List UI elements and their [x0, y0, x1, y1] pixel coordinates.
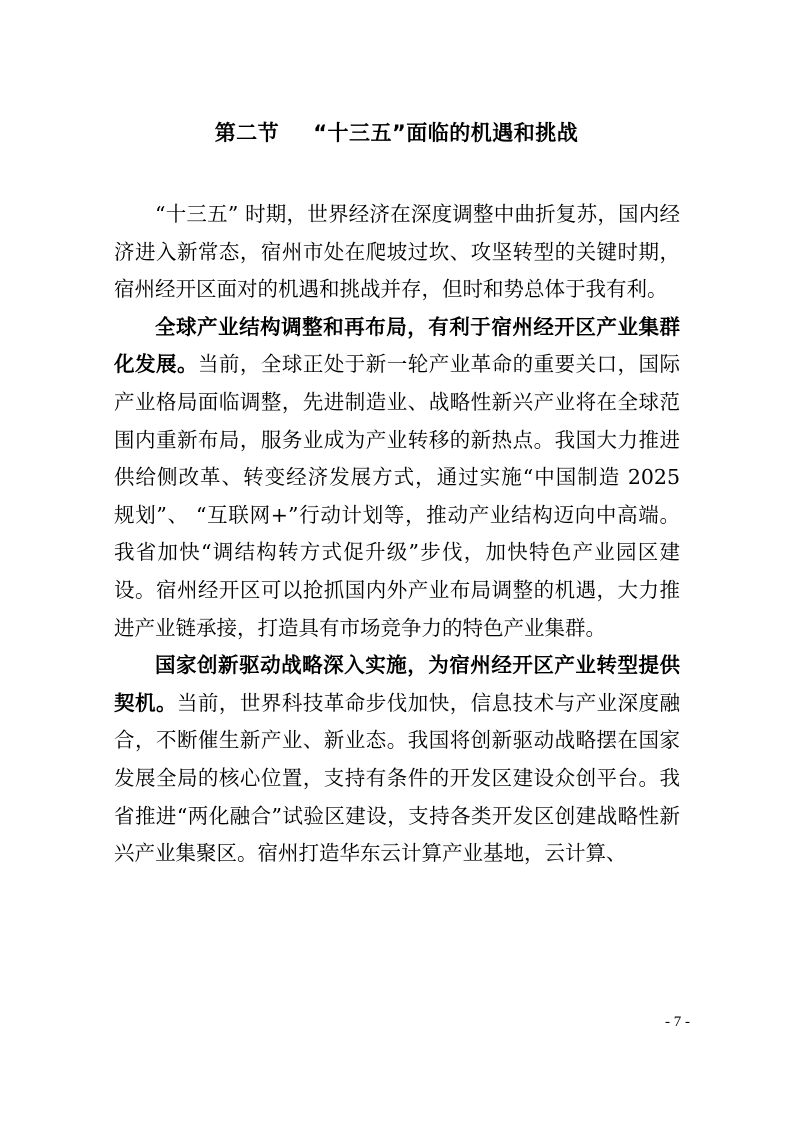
paragraph-intro — [114, 196, 680, 309]
paragraph-industry — [114, 309, 680, 647]
paragraph-text: 当前，全球正处于新一轮产业革命的重要关口，国际产业格局面临调整，先进制造业、战略性新兴产业将在全球范围内重新布局，服务业成为产业转移的新热点。我国大力推进供给侧改革、转变经济发展方式，通过实施“中国制造 2025 规划”、 “互联网+”行动计划等，推动产业结构迈向中高端。我省加快“调结构转方式促升级”步伐，加快特色产业园区建设。宿州经开区可以抢抓国内外产业布局调整的机遇，大力推进产业链承接，打造具有市场竞争力的特色产业集群。 — [114, 352, 681, 640]
paragraph-innovation — [114, 647, 680, 873]
page-number: - 7 - — [665, 1014, 690, 1030]
paragraph-lead: 国家创新驱动战略深入实施，为宿州经开区产业转型提供契机。 — [114, 653, 680, 715]
section-heading — [0, 118, 793, 148]
section-title: “十三五”面临的机遇和挑战 — [313, 121, 579, 145]
paragraph-lead: 全球产业结构调整和再布局，有利于宿州经开区产业集群化发展。 — [114, 314, 680, 377]
body-text — [114, 196, 680, 873]
section-number: 第二节 — [214, 121, 280, 145]
paragraph-text: “十三五” 时期，世界经济在深度调整中曲折复苏，国内经济进入新常态，宿州市处在爬坡过坎、攻坚转型的关键时期，宿州经开区面对的机遇和挑战并存，但时和势总体于我有利。 — [114, 202, 680, 302]
paragraph-text: 当前，世界科技革命步伐加快，信息技术与产业深度融合，不断催生新产业、新业态。我国将创新驱动战略摆在国家发展全局的核心位置，支持有条件的开发区建设众创平台。我省推进“两化融合”试验区建设，支持各类开发区创建战略性新兴产业集聚区。宿州打造华东云计算产业基地，云计算、 — [114, 690, 681, 866]
